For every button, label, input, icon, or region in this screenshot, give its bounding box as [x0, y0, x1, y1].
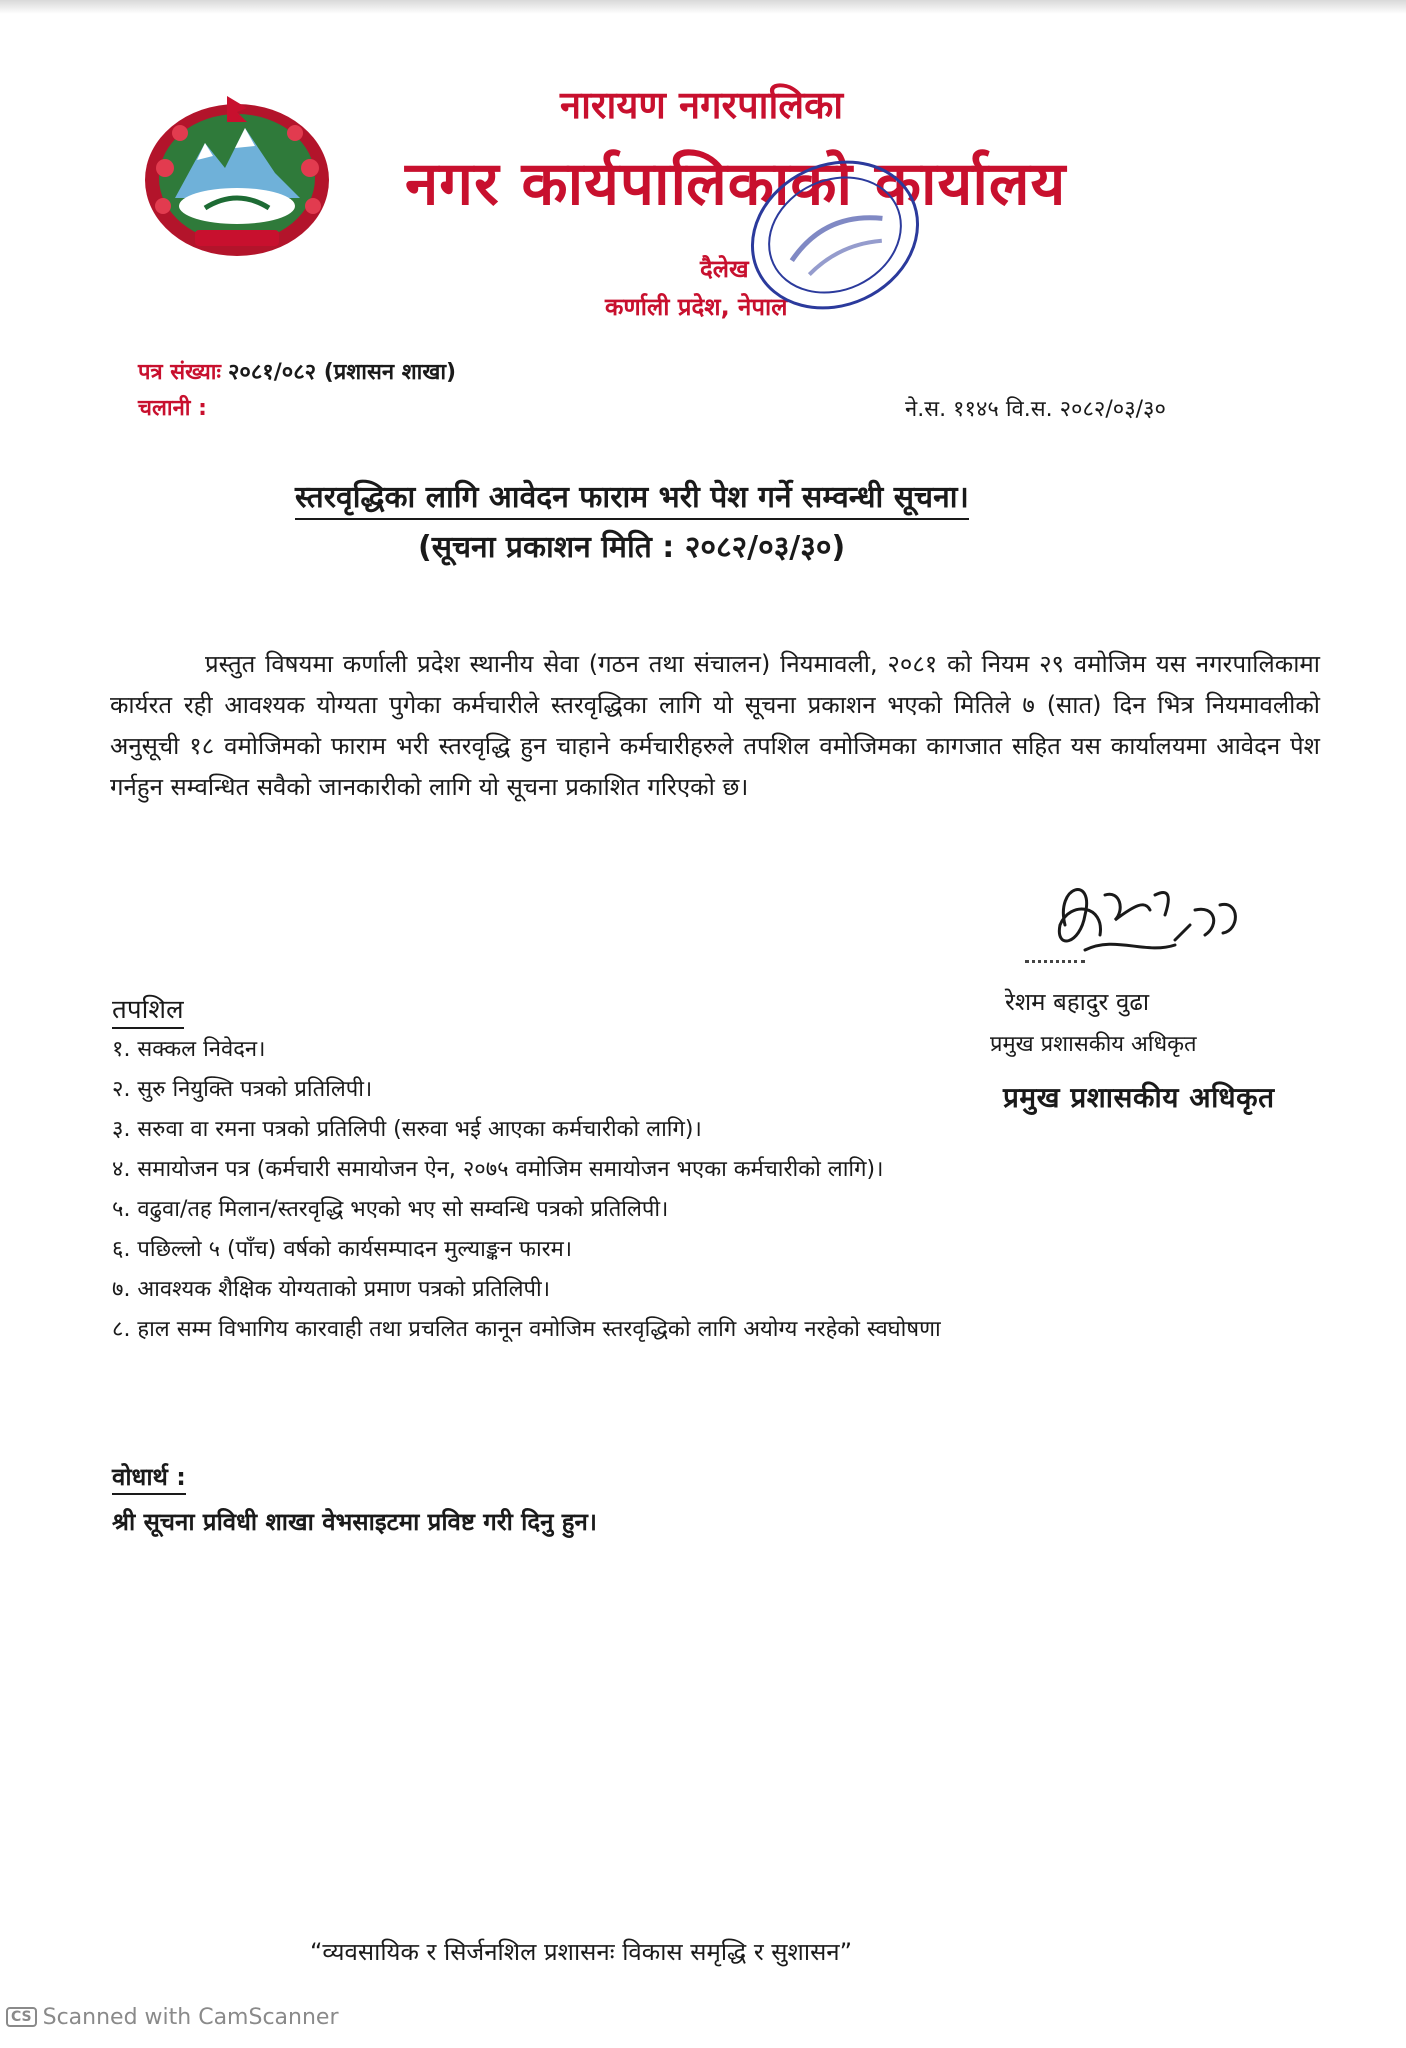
schedule-item: १. सक्कल निवेदन।: [112, 1037, 266, 1062]
schedule-list: [112, 1030, 941, 1350]
signatory-name: रेशम बहादुर वुढा: [1005, 988, 1150, 1016]
dispatch-number: [138, 392, 207, 422]
signatory-designation: प्रमुख प्रशासकीय अधिकृत: [990, 1032, 1197, 1057]
footer-motto: “व्यवसायिक र सिर्जनशिल प्रशासनः विकास समृद्धि र सुशासन”: [310, 1938, 853, 1966]
office-name: नगर कार्यपालिकाको कार्यालय: [405, 149, 1067, 219]
letter-number-value: २०८१/०८२ (प्रशासन शाखा): [227, 360, 457, 385]
notice-body: प्रस्तुत विषयमा कर्णाली प्रदेश स्थानीय सेवा (गठन तथा संचालन) नियमावली, २०८१ को नियम २९ वमोजिम यस नगरपालिकामा कार्यरत रही आवश्यक योग्यता पुगेका कर्मचारीले स्तरवृद्धिका लागि यो सूचना प्रकाशन भएको मितिले ७ (सात) दिन भित्र नियमावलीको अनुसूची १८ वमोजिमको फाराम भरी स्तरवृद्धि हुन चाहाने कर्मचारीहरुले तपशिल वमोजिमका कागजात सहित यस कार्यालयमा आवेदन पेश गर्नहुन सम्वन्धित सवैको जानकारीको लागि यो सूचना प्रकाशित गरिएको छ।: [110, 650, 1320, 801]
for-information-text: श्री सूचना प्रविधी शाखा वेभसाइटमा प्रविष्ट गरी दिनु हुन।: [112, 1508, 597, 1536]
designation-stamp: प्रमुख प्रशासकीय अधिकृत: [1003, 1081, 1275, 1114]
for-information-heading: वोधार्थ :: [112, 1460, 186, 1495]
scanner-watermark: [6, 2005, 339, 2030]
schedule-item: ७. आवश्यक शैक्षिक योग्यताको प्रमाण पत्रको प्रतिलिपी।: [112, 1277, 551, 1302]
office-seal-stamp: [740, 150, 930, 320]
letter-date: ने.स. ११४५ वि.स. २०८२/०३/३०: [905, 397, 1166, 422]
schedule-item: ५. वढुवा/तह मिलान/स्तरवृद्धि भएको भए सो सम्वन्धि पत्रको प्रतिलिपी।: [112, 1197, 669, 1222]
scanner-text: Scanned with CamScanner: [42, 2005, 339, 2030]
schedule-item: ६. पछिल्लो ५ (पाँच) वर्षको कार्यसम्पादन मुल्याङ्कन फारम।: [112, 1237, 573, 1262]
notice-publish-date: (सूचना प्रकाशन मिति : २०८२/०३/३०): [418, 530, 846, 565]
notice-title: स्तरवृद्धिका लागि आवेदन फाराम भरी पेश गर्ने सम्वन्धी सूचना।: [295, 475, 969, 520]
schedule-heading: तपशिल: [112, 990, 184, 1029]
letter-number-label: पत्र संख्याः: [138, 360, 221, 385]
letter-number: [138, 356, 456, 386]
handwritten-signature: [1025, 865, 1245, 970]
dispatch-label: चलानी :: [138, 396, 207, 421]
nepal-emblem-icon: [135, 88, 340, 263]
signature-dotted-line: [1025, 960, 1085, 963]
schedule-item: २. सुरु नियुक्ति पत्रको प्रतिलिपी।: [112, 1077, 373, 1102]
municipality-name: नारायण नगरपालिका: [560, 83, 844, 127]
camscanner-icon: CS: [6, 2007, 37, 2027]
district-name: दैलेख: [700, 255, 749, 283]
province-name: कर्णाली प्रदेश, नेपाल: [605, 293, 788, 321]
schedule-item: ८. हाल सम्म विभागिय कारवाही तथा प्रचलित कानून वमोजिम स्तरवृद्धिको लागि अयोग्य नरहेको स्वघोषणा: [112, 1317, 941, 1342]
schedule-item: ३. सरुवा वा रमना पत्रको प्रतिलिपी (सरुवा भई आएका कर्मचारीको लागि)।: [112, 1117, 702, 1142]
schedule-item: ४. समायोजन पत्र (कर्मचारी समायोजन ऐन, २०७५ वमोजिम समायोजन भएका कर्मचारीको लागि)।: [112, 1157, 884, 1182]
scan-top-edge: [0, 0, 1406, 14]
